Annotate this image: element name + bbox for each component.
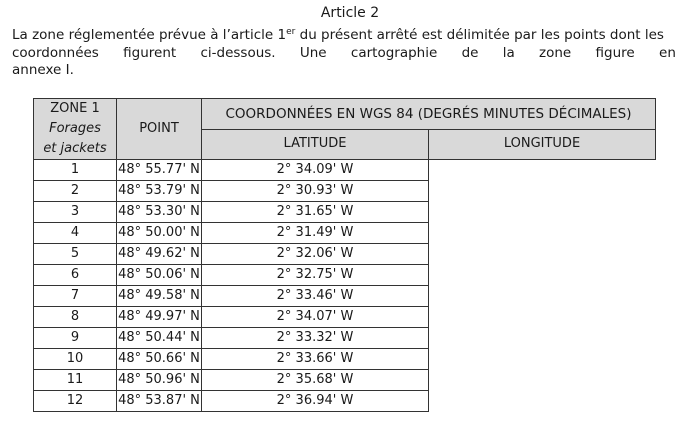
latitude-cell: 48° 49.58' N: [117, 286, 202, 307]
intro-word: cartographie: [350, 44, 438, 61]
intro-word: ci-dessous.: [200, 44, 276, 61]
latitude-cell: 48° 50.96' N: [117, 370, 202, 391]
latitude-cell: 48° 50.66' N: [117, 349, 202, 370]
intro-word: la: [502, 44, 515, 61]
point-cell: 12: [34, 391, 117, 412]
zone-cell: [34, 99, 117, 160]
longitude-cell: 2° 33.46' W: [202, 286, 429, 307]
point-cell: 4: [34, 223, 117, 244]
point-cell: 1: [34, 160, 117, 181]
intro-line-2: [12, 45, 676, 63]
intro-word: de: [461, 44, 479, 61]
point-cell: 2: [34, 181, 117, 202]
latitude-cell: 48° 49.97' N: [117, 307, 202, 328]
longitude-cell: 2° 34.09' W: [202, 160, 429, 181]
longitude-cell: 2° 31.49' W: [202, 223, 429, 244]
article-title: Article 2: [320, 5, 380, 21]
table-row: [34, 181, 656, 202]
latitude-cell: 48° 53.30' N: [117, 202, 202, 223]
header-coordinates: COORDONNÉES EN WGS 84 (DEGRÉS MINUTES DÉCIMALES): [202, 99, 656, 130]
zone-sub-line-1: Forages: [49, 121, 101, 136]
latitude-cell: 48° 50.44' N: [117, 328, 202, 349]
latitude-cell: 48° 50.06' N: [117, 265, 202, 286]
longitude-cell: 2° 30.93' W: [202, 181, 429, 202]
point-cell: 8: [34, 307, 117, 328]
point-cell: 11: [34, 370, 117, 391]
intro-paragraph: [12, 27, 676, 80]
point-cell: 3: [34, 202, 117, 223]
intro-word: coordonnées: [12, 44, 99, 61]
latitude-cell: 48° 50.00' N: [117, 223, 202, 244]
intro-word: figure: [595, 44, 635, 61]
intro-word: Une: [299, 44, 327, 61]
longitude-cell: 2° 32.75' W: [202, 265, 429, 286]
table-row: [34, 307, 656, 328]
latitude-cell: 48° 55.77' N: [117, 160, 202, 181]
point-cell: 5: [34, 244, 117, 265]
longitude-cell: 2° 33.66' W: [202, 349, 429, 370]
intro-line-1-end: du présent arrêté est délimitée par les points dont les: [295, 27, 664, 43]
point-cell: 10: [34, 349, 117, 370]
point-cell: 7: [34, 286, 117, 307]
intro-line-1: [12, 27, 676, 45]
table-row: [34, 349, 656, 370]
longitude-cell: 2° 32.06' W: [202, 244, 429, 265]
intro-line-3: annexe I.: [12, 62, 74, 78]
intro-word: zone: [539, 44, 572, 61]
table-row: [34, 286, 656, 307]
table-row: [34, 328, 656, 349]
intro-word: figurent: [123, 44, 177, 61]
header-point: POINT: [117, 99, 202, 160]
zone-label: ZONE 1: [50, 101, 100, 116]
table-row: [34, 370, 656, 391]
longitude-cell: 2° 35.68' W: [202, 370, 429, 391]
longitude-cell: 2° 34.07' W: [202, 307, 429, 328]
intro-line-1-start: La zone réglementée prévue à l’article 1: [12, 27, 287, 43]
table-row: [34, 202, 656, 223]
longitude-cell: 2° 36.94' W: [202, 391, 429, 412]
point-cell: 6: [34, 265, 117, 286]
longitude-cell: 2° 33.32' W: [202, 328, 429, 349]
point-cell: 9: [34, 328, 117, 349]
header-latitude: LATITUDE: [202, 129, 429, 160]
header-longitude: LONGITUDE: [429, 129, 656, 160]
table-row: [34, 223, 656, 244]
table-row: [34, 160, 656, 181]
table-row: [34, 244, 656, 265]
intro-line-1-superscript: er: [286, 27, 296, 37]
longitude-cell: 2° 31.65' W: [202, 202, 429, 223]
table-row: [34, 391, 656, 412]
latitude-cell: 48° 49.62' N: [117, 244, 202, 265]
latitude-cell: 48° 53.87' N: [117, 391, 202, 412]
table-row: [34, 265, 656, 286]
latitude-cell: 48° 53.79' N: [117, 181, 202, 202]
intro-word: en: [659, 44, 676, 61]
coordinates-table: [33, 98, 656, 412]
zone-sub-line-2: et jackets: [43, 141, 107, 156]
